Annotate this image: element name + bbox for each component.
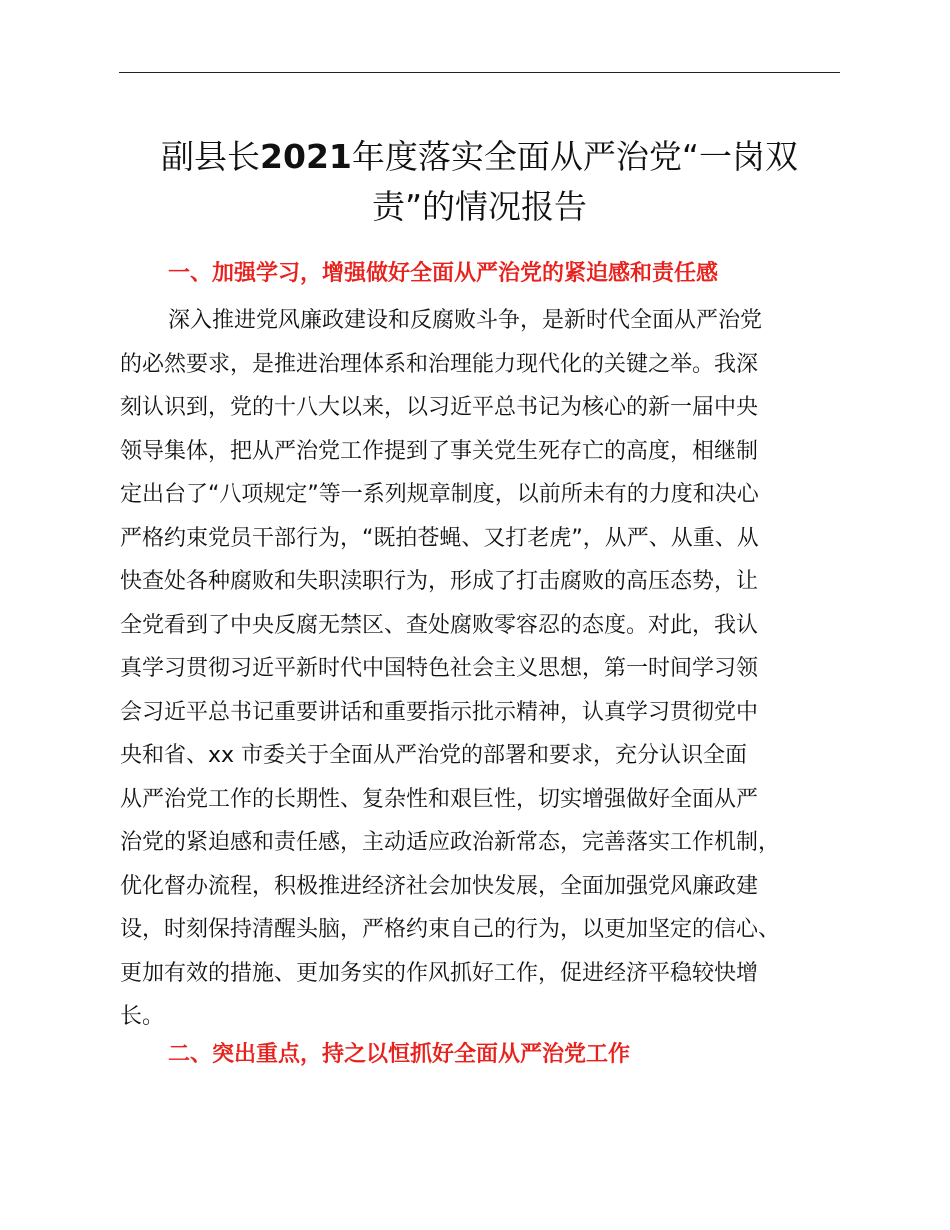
section-1-heading: 一、加强学习，增强做好全面从严治党的紧迫感和责任感 — [168, 261, 719, 286]
paragraph-line: 治党的紧迫感和责任感，主动适应政治新常态，完善落实工作机制， — [120, 830, 781, 855]
paragraph-line: 真学习贯彻习近平新时代中国特色社会主义思想，第一时间学习领 — [120, 656, 759, 681]
paragraph-line: 会习近平总书记重要讲话和重要指示批示精神，认真学习贯彻党中 — [120, 699, 759, 725]
paragraph-line: 从严治党工作的长期性、复杂性和艰巨性，切实增强做好全面从严 — [120, 786, 759, 812]
title-line1-rest: 年度落实全面从严治党“一岗双 — [351, 137, 798, 176]
paragraph-line: 刻认识到，党的十八大以来，以习近平总书记为核心的新一届中央 — [120, 395, 759, 420]
paragraph-line: 领导集体，把从严治党工作提到了事关党生死存亡的高度，相继制 — [120, 438, 759, 464]
title-prefix: 副县长 — [161, 137, 261, 176]
paragraph-line: 定出台了“八项规定”等一系列规章制度，以前所未有的力度和决心 — [120, 482, 759, 507]
paragraph-line: 全党看到了中央反腐无禁区、查处腐败零容忍的态度。对此，我认 — [120, 612, 759, 638]
paragraph-line: 深入推进党风廉政建设和反腐败斗争，是新时代全面从严治党 — [168, 308, 763, 333]
paragraph-line: 优化督办流程，积极推进经济社会加快发展，全面加强党风廉政建 — [120, 873, 759, 899]
paragraph-line: 设，时刻保持清醒头脑，严格约束自己的行为，以更加坚定的信心、 — [120, 917, 781, 942]
title-line2: 责”的情况报告 — [371, 187, 588, 226]
title-year: 2021 — [260, 137, 352, 176]
paragraph-line: 严格约束党员干部行为，“既拍苍蝇、又打老虎”，从严、从重、从 — [120, 525, 759, 551]
paragraph-line: 央和省、xx 市委关于全面从严治党的部署和要求，充分认识全面 — [120, 743, 748, 768]
header-rule — [119, 72, 840, 73]
document-title — [119, 132, 840, 232]
section-2-heading: 二、突出重点，持之以恒抓好全面从严治党工作 — [168, 1042, 631, 1067]
paragraph-line: 快查处各种腐败和失职渎职行为，形成了打击腐败的高压态势，让 — [120, 569, 759, 594]
paragraph-line: 的必然要求，是推进治理体系和治理能力现代化的关键之举。我深 — [120, 351, 759, 377]
paragraph-line: 更加有效的措施、更加务实的作风抓好工作，促进经济平稳较快增 — [120, 960, 759, 986]
paragraph-line: 长。 — [120, 1004, 165, 1029]
paragraph-1 — [120, 299, 860, 1039]
